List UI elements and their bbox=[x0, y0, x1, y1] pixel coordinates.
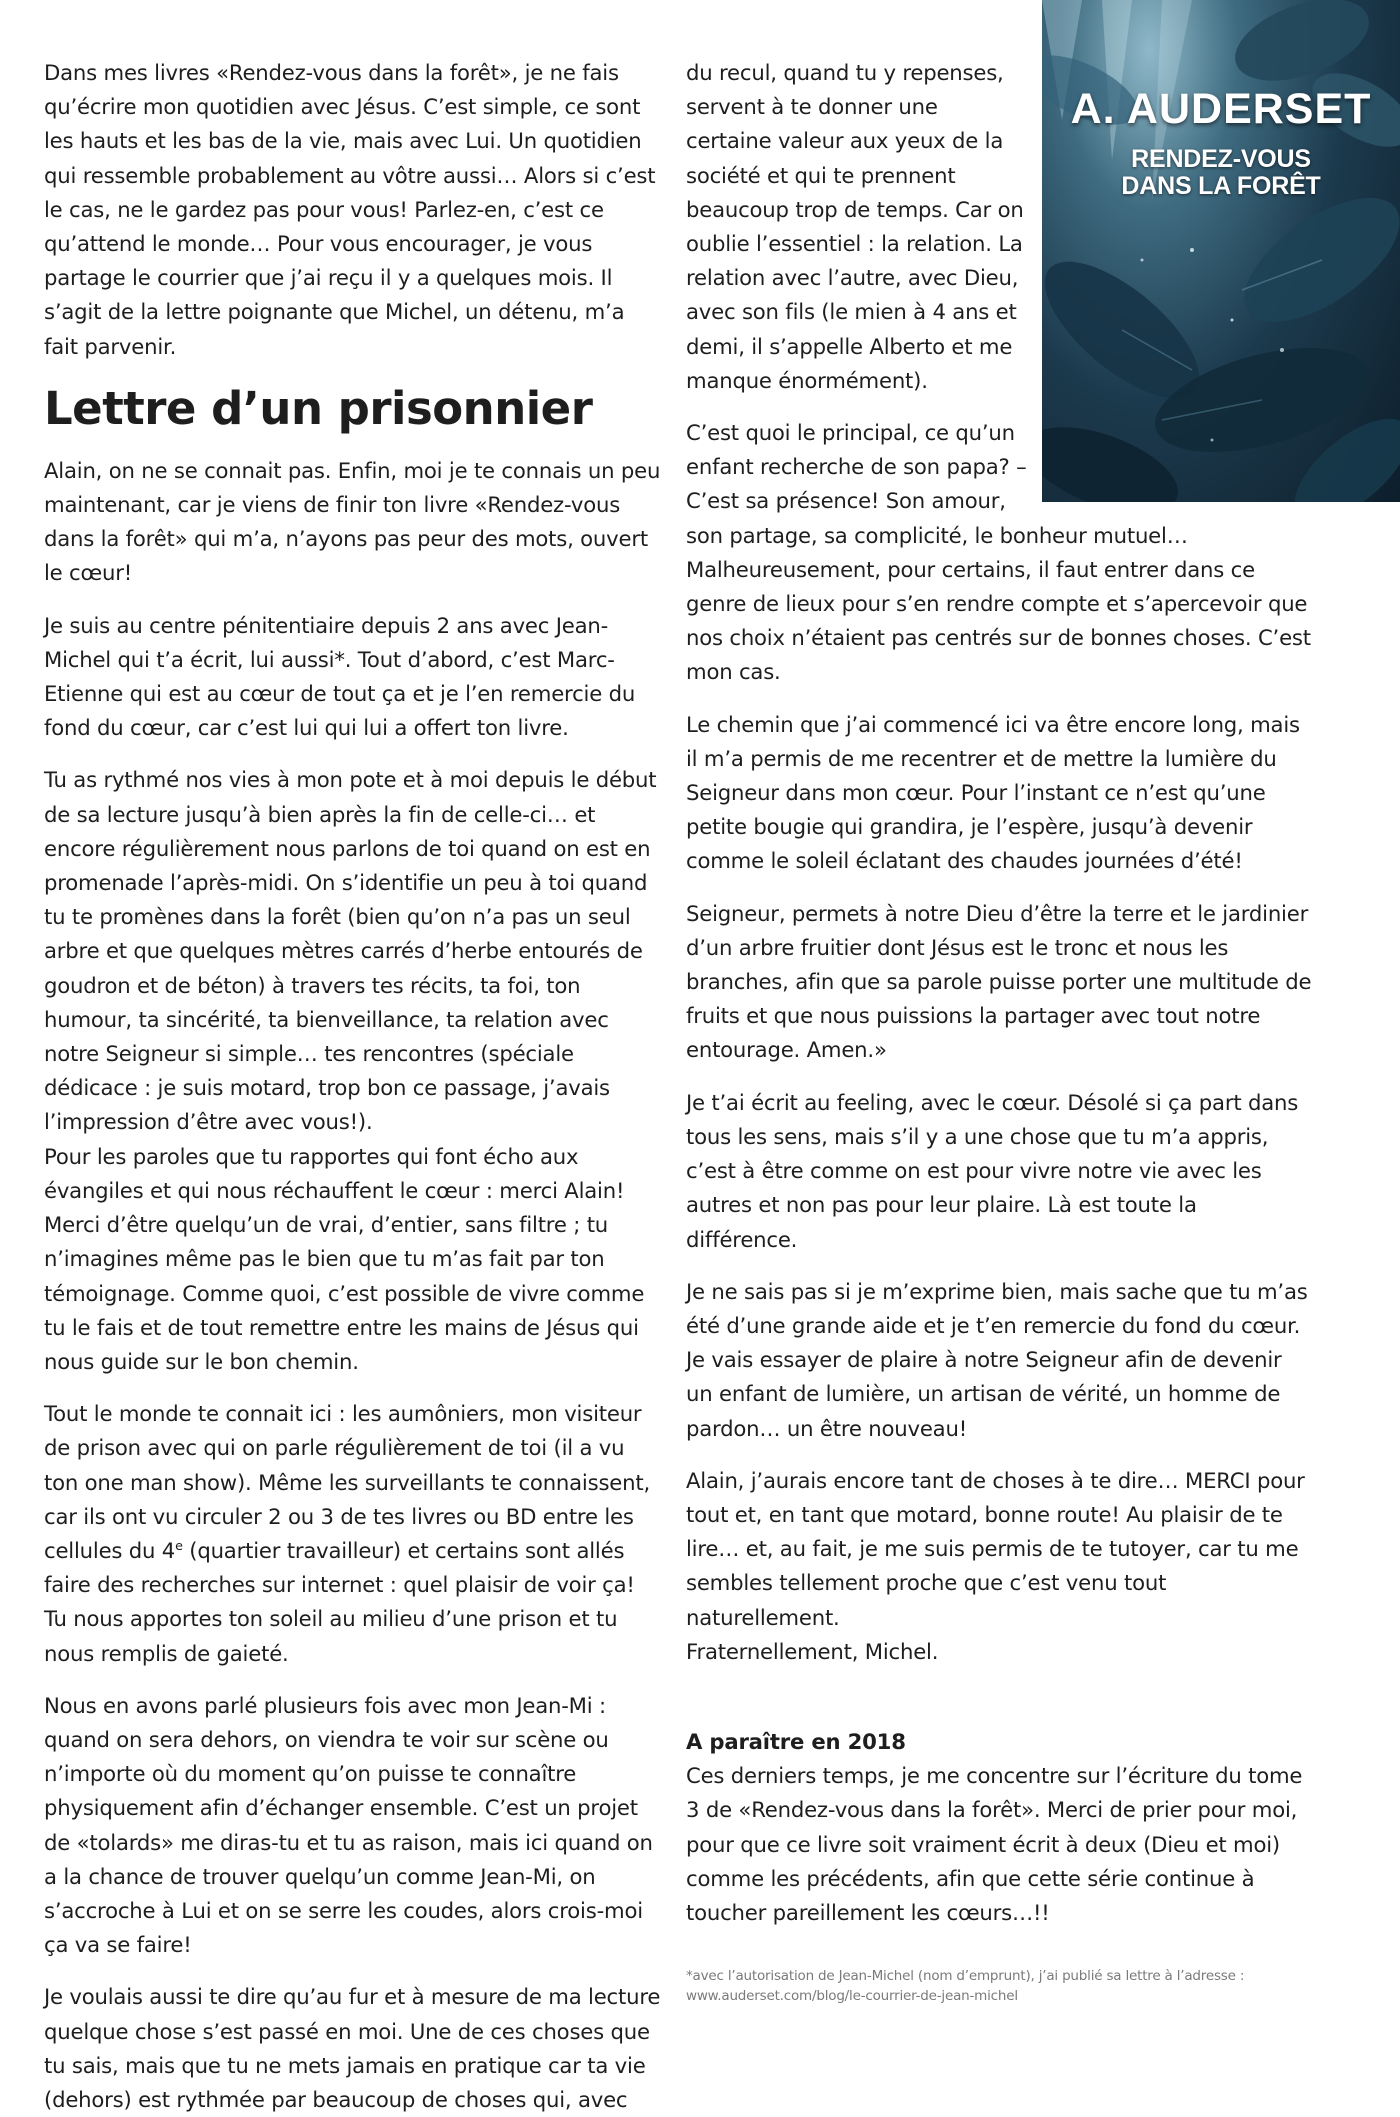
book-cover-image bbox=[1042, 0, 1400, 502]
letter-paragraph-10: Je t’ai écrit au feeling, avec le cœur. Désolé si ça part dans tous les sens, mais s’il y a une chose que tu m’a appris, c’est à être comme on est pour vivre notre vie avec les autres et non pas pour leur plaire. Là est toute la différence. bbox=[686, 1089, 1299, 1252]
letter-paragraph-1: Alain, on ne se connait pas. Enfin, moi je te connais un peu maintenant, car je viens de finir ton livre «Rendez-vous dans la forêt» qui m’a, n’ayons pas peur des mots, ouvert le cœur! bbox=[44, 457, 661, 586]
letter-paragraph-9: Seigneur, permets à notre Dieu d’être la terre et le jardinier d’un arbre fruitier dont Jésus est le tronc et nous les branches, afin que sa parole puisse porter une multitude de fruits et que nous puissions la partager avec tout notre entourage. Amen.» bbox=[686, 900, 1312, 1063]
forest-leaves-art bbox=[1042, 0, 1400, 502]
letter-paragraph-6-end: du recul, quand tu y repenses, servent à te donner une certaine valeur aux yeux de la société et qui te prennent beaucoup trop de temps. Car on oublie l’essentiel : la relation. La relation avec l’autre, avec Dieu, avec son fils (le mien à 4 ans et demi, il s’appelle Alberto et me manque énormément). bbox=[686, 60, 1024, 393]
footnote bbox=[686, 1966, 1314, 2006]
left-column bbox=[44, 56, 662, 2117]
letter-paragraph-4b: Tu nous apportes ton soleil au milieu d’une prison et tu nous remplis de gaieté. bbox=[44, 1606, 618, 1666]
upcoming-text: Ces derniers temps, je me concentre sur l’écriture du tome 3 de «Rendez-vous dans la forêt». Merci de prier pour moi, pour que ce livre soit vraiment écrit à deux (Dieu et moi) comme les précédents, afin que cette série continue à toucher pareillement les cœurs…!! bbox=[686, 1763, 1303, 1925]
cover-title-line-1: RENDEZ-VOUS bbox=[1131, 145, 1311, 173]
letter-paragraph-8: Le chemin que j’ai commencé ici va être encore long, mais il m’a permis de me recentrer et de mettre la lumière du Seigneur dans mon cœur. Pour l’instant ce n’est qu’une petite bougie qui grandira, je l’espère, jusqu’à devenir comme le soleil éclatant des chaudes journées d’été! bbox=[686, 711, 1300, 874]
letter-paragraph-4a-start: Tout le monde te connait ici : les aumôniers, mon visiteur de prison avec qui on parle régulièrement de toi (il a vu ton one man show). Même les surveillants te connaissent, car ils ont vu circuler 2 ou 3 de tes livres ou BD entre les cellules du 4 bbox=[44, 1401, 650, 1563]
cover-author: A. AUDERSET bbox=[1070, 85, 1372, 133]
letter-paragraph-5: Nous en avons parlé plusieurs fois avec mon Jean-Mi : quand on sera dehors, on viendra te voir sur scène ou n’importe où du moment qu’on puisse te connaître physiquement afin d’échanger ensemble. C’est un projet de «tolards» me diras-tu et tu as raison, mais ici quand on a la chance de trouver quelqu’un comme Jean-Mi, on s’accroche à Lui et on se serre les coudes, alors crois-moi ça va se faire! bbox=[44, 1692, 653, 1958]
letter-paragraph-3a: Tu as rythmé nos vies à mon pote et à moi depuis le début de sa lecture jusqu’à bien après la fin de celle-ci… et encore régulièrement nous parlons de toi quand on est en promenade l’après-midi. On s’identifie un peu à toi quand tu te promènes dans la forêt (bien qu’on n’a pas un seul arbre et que quelques mètres carrés d’herbe entourés de goudron et de béton) à travers tes récits, ta foi, ton humour, ta sincérité, ta bienveillance, ta relation avec notre Seigneur si simple… tes rencontres (spéciale dédicace : je suis motard, trop bon ce passage, j’avais l’impression d’être avec vous!). bbox=[44, 767, 657, 1135]
letter-paragraph-12: Alain, j’aurais encore tant de choses à te dire… MERCI pour tout et, en tant que motard, bonne route! Au plaisir de te lire… et, au fait, je me suis permis de te tutoyer, car tu me sembles tellement proche que c’est venu tout naturellement. bbox=[686, 1467, 1305, 1630]
cover-title bbox=[1042, 146, 1400, 200]
footnote-line-1: *avec l’autorisation de Jean-Michel (nom d’emprunt), j’ai publié sa lettre à l’adresse : bbox=[686, 1968, 1245, 1985]
article-heading: Lettre d’un prisonnier bbox=[44, 381, 593, 435]
letter-paragraph-4a bbox=[44, 1397, 662, 1602]
cover-title-line-2: DANS LA FORÊT bbox=[1121, 172, 1321, 200]
letter-signature: Fraternellement, Michel. bbox=[686, 1638, 939, 1664]
letter-paragraph-6-start: Je voulais aussi te dire qu’au fur et à mesure de ma lecture quelque chose s’est passé en moi. Une de ces choses que tu sais, mais que tu ne mets jamais en pratique car ta vie (dehors) est rythmée par beaucoup de choses qui, avec bbox=[44, 1984, 661, 2112]
right-column bbox=[686, 56, 1372, 2006]
upcoming-heading: A paraître en 2018 bbox=[686, 1728, 906, 1754]
footnote-link[interactable]: www.auderset.com/blog/le-courrier-de-jean-michel bbox=[686, 1988, 1018, 2005]
letter-paragraph-11: Je ne sais pas si je m’exprime bien, mais sache que tu m’as été d’une grande aide et je t’en remercie du fond du cœur. Je vais essayer de plaire à notre Seigneur afin de devenir un enfant de lumière, un artisan de vérité, un homme de pardon… un être nouveau! bbox=[686, 1278, 1308, 1441]
superscript-e: e bbox=[175, 1537, 183, 1553]
letter-paragraph-4a-end: (quartier travailleur) et certains sont allés faire des recherches sur internet : quel plaisir de voir ça! bbox=[44, 1537, 635, 1598]
letter-paragraph-2: Je suis au centre pénitentiaire depuis 2 ans avec Jean-Michel qui t’a écrit, lui aussi*. Tout d’abord, c’est Marc-Etienne qui est au cœur de tout ça et je l’en remercie du fond du cœur, car c’est lui qui lui a offert ton livre. bbox=[44, 612, 636, 741]
letter-paragraph-3b: Pour les paroles que tu rapportes qui font écho aux évangiles et qui nous réchauffent le cœur : merci Alain! Merci d’être quelqu’un de vrai, d’entier, sans filtre ; tu n’imagines même pas le bien que tu m’as fait par ton témoignage. Comme quoi, c’est possible de vivre comme tu le fais et de tout remettre entre les mains de Jésus qui nous guide sur le bon chemin. bbox=[44, 1143, 645, 1374]
intro-paragraph: Dans mes livres «Rendez-vous dans la forêt», je ne fais qu’écrire mon quotidien avec Jésus. C’est simple, ce sont les hauts et les bas de la vie, mais avec Lui. Un quotidien qui ressemble probablement au vôtre aussi… Alors si c’est le cas, ne le gardez pas pour vous! Parlez-en, c’est ce qu’attend le monde… Pour vous encourager, je vous partage le courrier que j’ai reçu il y a quelques mois. Il s’agit de la lettre poignante que Michel, un détenu, m’a fait parvenir. bbox=[44, 60, 656, 359]
letter-paragraph-7: C’est quoi le principal, ce qu’un enfant recherche de son papa? – C’est sa présence! Son amour, son partage, sa complicité, le bonheur mutuel… Malheureusement, pour certains, il faut entrer dans ce genre de lieux pour s’en rendre compte et s’apercevoir que nos choix n’étaient pas centrés sur de bonnes choses. C’est mon cas. bbox=[686, 420, 1311, 685]
